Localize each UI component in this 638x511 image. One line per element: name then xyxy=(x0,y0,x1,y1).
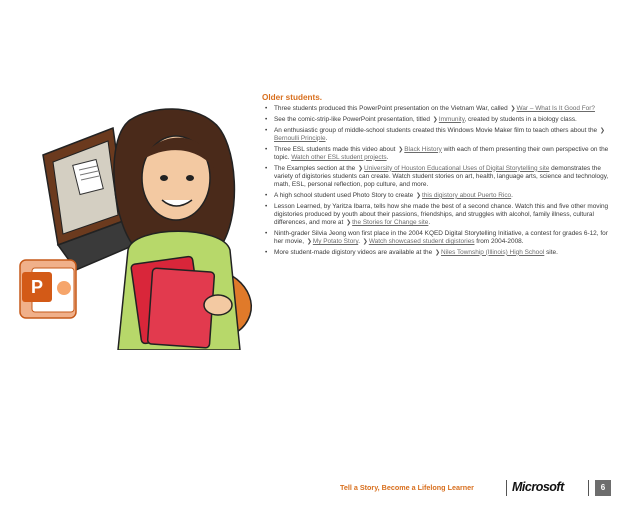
bullet: • xyxy=(265,115,268,123)
microsoft-logo: Microsoft xyxy=(512,480,564,494)
link-arrow-icon: ❯ xyxy=(358,165,364,172)
bullet: • xyxy=(265,191,268,199)
item-text: . xyxy=(428,219,431,226)
item-link[interactable]: War – What Is It Good For? xyxy=(516,105,595,112)
item-text: demonstrates the variety of digistories students can create. Watch student stories on art, health, language arts, science and technology, math, ESL, personal reflection, pop culture, and more. xyxy=(274,164,609,188)
examples-list xyxy=(262,105,610,257)
item-text: . xyxy=(511,191,513,199)
item-link[interactable]: Bernoulli Principle xyxy=(274,134,326,142)
svg-text:P: P xyxy=(30,277,44,297)
page-number-badge: 6 xyxy=(595,480,611,496)
item-link[interactable]: the Stories for Change site xyxy=(352,219,429,226)
link-arrow-icon: ❯ xyxy=(346,220,352,226)
list-item xyxy=(262,192,610,200)
section-heading: Older students. xyxy=(262,93,323,102)
item-link[interactable]: Immunity xyxy=(438,115,465,123)
footer-divider xyxy=(588,480,589,496)
item-link[interactable]: Watch other ESL student projects xyxy=(291,153,387,161)
powerpoint-icon xyxy=(20,260,76,318)
item-text: with each of them presenting their own perspective on the topic. xyxy=(274,145,609,161)
footer-tagline: Tell a Story, Become a Lifelong Learner xyxy=(340,483,474,492)
link-arrow-icon: ❯ xyxy=(434,249,440,256)
item-text: The Examples section at the xyxy=(274,164,358,172)
item-text: A high school student used Photo Story to create xyxy=(274,191,415,199)
item-link[interactable]: Watch showcased student digistories xyxy=(368,238,475,245)
bullet: • xyxy=(265,126,268,134)
item-link[interactable]: University of Houston Educational Uses of Digital Storytelling site xyxy=(364,164,550,172)
girl-figure xyxy=(114,109,240,350)
list-item xyxy=(262,230,610,246)
item-text: . xyxy=(325,134,328,142)
bullet: • xyxy=(265,164,268,172)
link-arrow-icon: ❯ xyxy=(398,146,404,153)
list-item xyxy=(262,165,610,190)
item-text: See the comic-strip-like PowerPoint presentation, titled xyxy=(274,115,432,123)
bullet: • xyxy=(265,229,268,237)
list-item xyxy=(262,146,610,162)
bullet: • xyxy=(265,145,268,153)
link-arrow-icon: ❯ xyxy=(432,116,438,123)
item-link[interactable]: Black History xyxy=(404,145,442,153)
item-text: More student-made digistory videos are available at the xyxy=(274,248,434,256)
item-text: . xyxy=(386,153,389,161)
page-footer xyxy=(340,480,612,498)
list-item xyxy=(262,116,610,124)
link-arrow-icon: ❯ xyxy=(416,192,422,199)
item-text: Ninth-grader Silvia Jeong won first place in the 2004 KQED Digital Storytelling Initiative, a contest for grades 6-12, for her movie, xyxy=(274,229,608,245)
bullet: • xyxy=(265,105,268,112)
link-arrow-icon: ❯ xyxy=(510,106,516,112)
item-text: Three ESL students made this video about xyxy=(274,145,398,153)
link-arrow-icon: ❯ xyxy=(599,127,605,134)
content-column xyxy=(262,93,610,260)
list-item xyxy=(262,105,610,113)
item-text: , created by students in a biology class. xyxy=(464,115,577,123)
item-text: Three students produced this PowerPoint presentation on the Vietnam War, called xyxy=(274,105,510,112)
link-arrow-icon: ❯ xyxy=(362,239,368,245)
item-text: from 2004-2008. xyxy=(474,238,524,245)
item-text: . xyxy=(358,238,362,245)
bullet: • xyxy=(265,202,268,210)
footer-divider xyxy=(506,480,507,496)
student-laptop-illustration xyxy=(18,100,268,350)
item-link[interactable]: Niles Township (Illinois) High School xyxy=(440,248,545,256)
list-item xyxy=(262,203,610,228)
link-arrow-icon: ❯ xyxy=(306,239,312,245)
item-link[interactable]: this digistory about Puerto Rico xyxy=(422,191,512,199)
item-text: An enthusiastic group of middle-school students created this Windows Movie Maker film to teach others about the xyxy=(274,126,599,134)
list-item xyxy=(262,249,610,257)
item-text: site. xyxy=(544,248,558,256)
bullet: • xyxy=(265,248,268,256)
item-link[interactable]: My Potato Story xyxy=(312,238,359,245)
item-text: Lesson Learned, by Yaritza Ibarra, tells how she made the best of a second chance. Watch this and five other moving digistories produced by youth about their passions, friendships, and struggles with alcohol, family illness, cultural differences, and more at xyxy=(274,202,609,226)
list-item xyxy=(262,127,610,143)
